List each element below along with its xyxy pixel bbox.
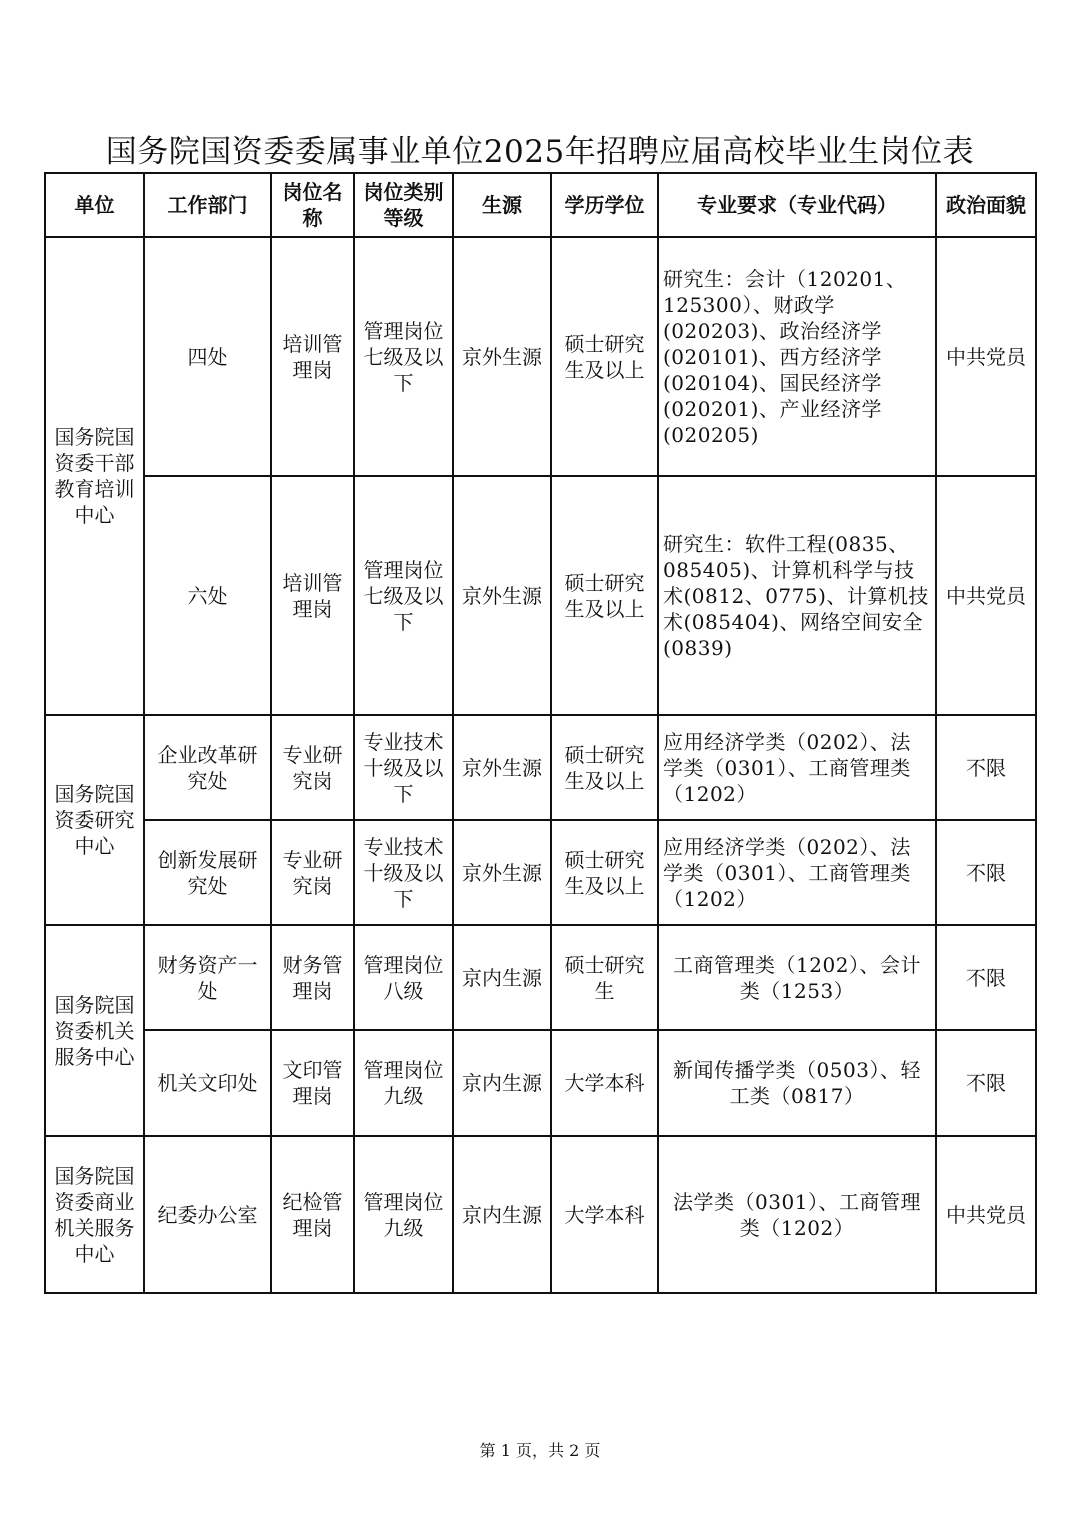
degree-cell: 大学本科 <box>551 1030 658 1136</box>
table-row <box>45 1030 1036 1136</box>
table-row <box>45 715 1036 820</box>
political-cell: 不限 <box>936 820 1036 925</box>
political-cell: 中共党员 <box>936 476 1036 715</box>
dept-cell: 企业改革研究处 <box>144 715 271 820</box>
degree-cell: 硕士研究生及以上 <box>551 476 658 715</box>
post-name-cell: 专业研究岗 <box>271 715 354 820</box>
unit-cell: 国务院国资委干部教育培训中心 <box>45 237 144 715</box>
post-name-cell: 文印管理岗 <box>271 1030 354 1136</box>
unit-cell: 国务院国资委商业机关服务中心 <box>45 1136 144 1293</box>
header-unit: 单位 <box>45 173 144 237</box>
degree-cell: 大学本科 <box>551 1136 658 1293</box>
header-political: 政治面貌 <box>936 173 1036 237</box>
table-row <box>45 820 1036 925</box>
degree-cell: 硕士研究生 <box>551 925 658 1030</box>
post-type-cell: 专业技术十级及以下 <box>354 820 453 925</box>
post-type-cell: 管理岗位八级 <box>354 925 453 1030</box>
major-cell: 法学类（0301）、工商管理类（1202） <box>658 1136 936 1293</box>
dept-cell: 创新发展研究处 <box>144 820 271 925</box>
source-cell: 京内生源 <box>453 1136 551 1293</box>
page-footer: 第 1 页，共 2 页 <box>479 1441 601 1460</box>
post-name-cell: 财务管理岗 <box>271 925 354 1030</box>
source-cell: 京外生源 <box>453 820 551 925</box>
table-row <box>45 1136 1036 1293</box>
unit-cell: 国务院国资委研究中心 <box>45 715 144 925</box>
post-type-cell: 管理岗位九级 <box>354 1030 453 1136</box>
political-cell: 不限 <box>936 715 1036 820</box>
source-cell: 京外生源 <box>453 237 551 476</box>
post-name-cell: 培训管理岗 <box>271 237 354 476</box>
dept-cell: 财务资产一处 <box>144 925 271 1030</box>
major-cell: 研究生：会计（120201、125300）、财政学(020203)、政治经济学(020101)、西方经济学(020104)、国民经济学(020201)、产业经济学(020205) <box>658 237 936 476</box>
job-table <box>44 172 1037 1294</box>
major-cell: 新闻传播学类（0503）、轻工类（0817） <box>658 1030 936 1136</box>
header-post-name: 岗位名称 <box>271 173 354 237</box>
header-major: 专业要求（专业代码） <box>658 173 936 237</box>
post-type-cell: 管理岗位七级及以下 <box>354 237 453 476</box>
political-cell: 不限 <box>936 1030 1036 1136</box>
table-row <box>45 476 1036 715</box>
major-cell: 应用经济学类（0202）、法学类（0301）、工商管理类（1202） <box>658 715 936 820</box>
dept-cell: 纪委办公室 <box>144 1136 271 1293</box>
table-row <box>45 925 1036 1030</box>
header-post-type: 岗位类别等级 <box>354 173 453 237</box>
major-cell: 应用经济学类（0202）、法学类（0301）、工商管理类（1202） <box>658 820 936 925</box>
dept-cell: 六处 <box>144 476 271 715</box>
post-type-cell: 专业技术十级及以下 <box>354 715 453 820</box>
degree-cell: 硕士研究生及以上 <box>551 820 658 925</box>
degree-cell: 硕士研究生及以上 <box>551 715 658 820</box>
table-row <box>45 237 1036 476</box>
political-cell: 中共党员 <box>936 237 1036 476</box>
political-cell: 不限 <box>936 925 1036 1030</box>
dept-cell: 四处 <box>144 237 271 476</box>
post-type-cell: 管理岗位七级及以下 <box>354 476 453 715</box>
source-cell: 京内生源 <box>453 1030 551 1136</box>
post-name-cell: 培训管理岗 <box>271 476 354 715</box>
source-cell: 京内生源 <box>453 925 551 1030</box>
page-title: 国务院国资委委属事业单位2025年招聘应届高校毕业生岗位表 <box>105 134 975 170</box>
source-cell: 京外生源 <box>453 476 551 715</box>
political-cell: 中共党员 <box>936 1136 1036 1293</box>
header-source: 生源 <box>453 173 551 237</box>
header-dept: 工作部门 <box>144 173 271 237</box>
unit-cell: 国务院国资委机关服务中心 <box>45 925 144 1136</box>
source-cell: 京外生源 <box>453 715 551 820</box>
header-degree: 学历学位 <box>551 173 658 237</box>
header-row <box>45 173 1036 237</box>
dept-cell: 机关文印处 <box>144 1030 271 1136</box>
post-name-cell: 专业研究岗 <box>271 820 354 925</box>
post-type-cell: 管理岗位九级 <box>354 1136 453 1293</box>
degree-cell: 硕士研究生及以上 <box>551 237 658 476</box>
post-name-cell: 纪检管理岗 <box>271 1136 354 1293</box>
major-cell: 研究生：软件工程(0835、085405)、计算机科学与技术(0812、0775)、计算机技术(085404)、网络空间安全(0839) <box>658 476 936 715</box>
major-cell: 工商管理类（1202）、会计类（1253） <box>658 925 936 1030</box>
